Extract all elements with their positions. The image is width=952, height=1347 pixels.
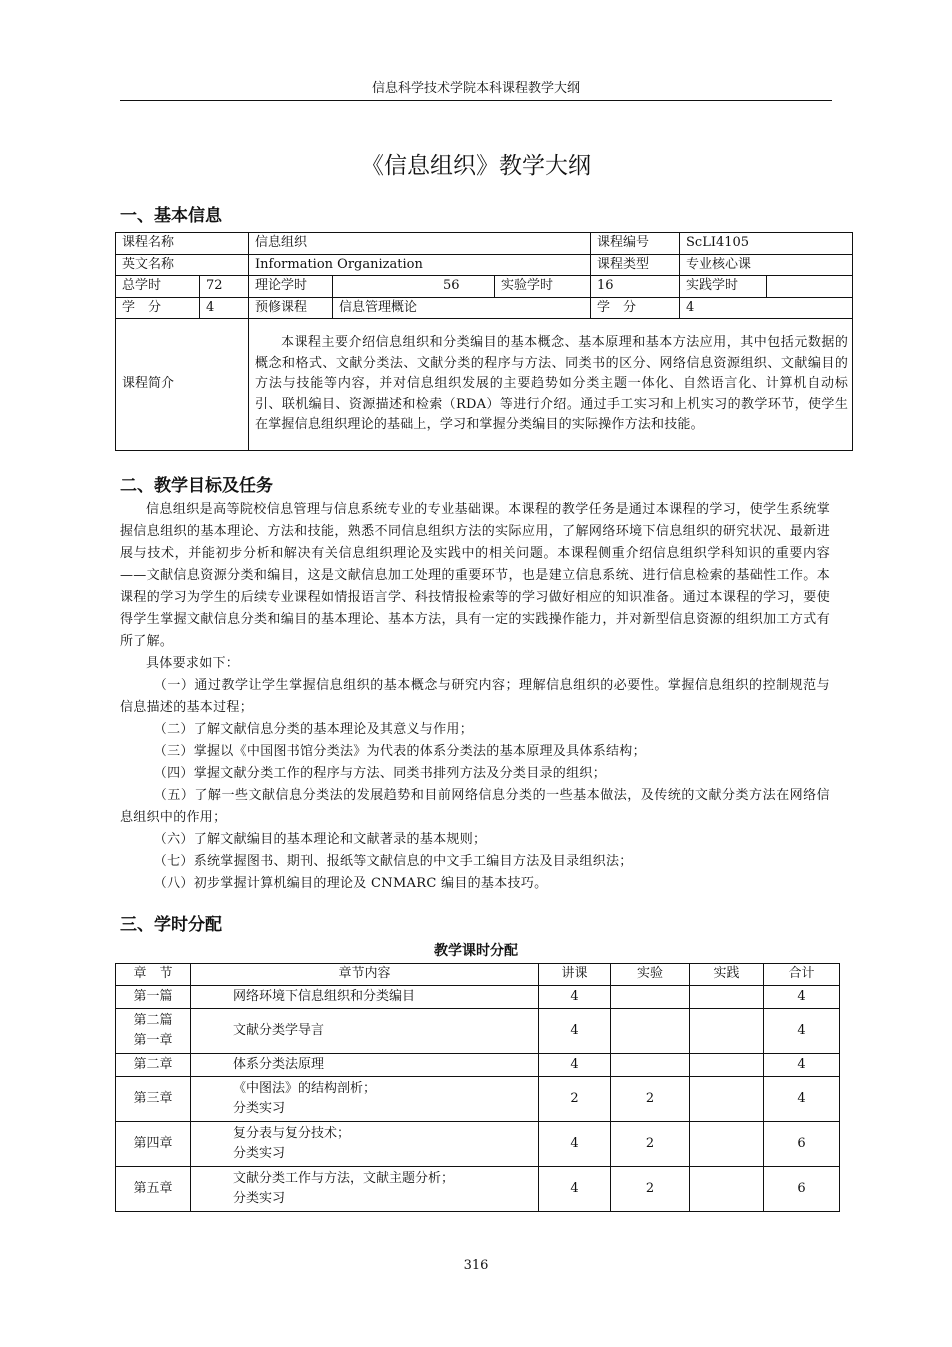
section-heading-hours: 三、学时分配: [120, 915, 222, 935]
course-type-value: 专业核心课: [680, 254, 853, 276]
header-cell: 合计: [764, 964, 840, 986]
lab-cell: [611, 986, 690, 1009]
chapter-cell: 第二章: [116, 1054, 191, 1077]
lecture-cell: 4: [539, 1167, 611, 1212]
total-cell: 4: [764, 986, 840, 1009]
table-row: [116, 1009, 840, 1054]
total-hours-label: 总学时: [116, 276, 200, 298]
document-title: 《信息组织》教学大纲: [361, 153, 591, 179]
table-row: [116, 1122, 840, 1167]
hours-table: [115, 963, 840, 1212]
content-cell: 文献分类学导言: [191, 1009, 539, 1054]
lecture-cell: 4: [539, 986, 611, 1009]
lab-cell: 2: [611, 1122, 690, 1167]
content-cell: 《中图法》的结构剖析； 分类实习: [191, 1077, 539, 1122]
practice-cell: [690, 1054, 764, 1077]
lab-cell: 2: [611, 1167, 690, 1212]
running-header: 信息科学技术学院本科课程教学大纲: [371, 81, 580, 96]
info-row: [116, 297, 853, 319]
lab-cell: 2: [611, 1077, 690, 1122]
requirement-item: （四）掌握文献分类工作的程序与方法、同类书排列方法及分类目录的组织；: [153, 766, 606, 781]
chapter-cell: 第五章: [116, 1167, 191, 1212]
summary-label: 课程简介: [116, 319, 249, 451]
section-heading-objectives: 二、教学目标及任务: [120, 476, 273, 496]
chapter-cell: 第二篇 第一章: [116, 1009, 191, 1054]
table-row: [116, 1167, 840, 1212]
lecture-cell: 4: [539, 1054, 611, 1077]
info-row: [116, 233, 853, 255]
lecture-cell: 4: [539, 1122, 611, 1167]
requirement-item: （二）了解文献信息分类的基本理论及其意义与作用；: [153, 722, 473, 737]
table-row: [116, 1077, 840, 1122]
requirements-lead: 具体要求如下：: [146, 656, 240, 671]
content-cell: 复分表与复分技术； 分类实习: [191, 1122, 539, 1167]
course-type-label: 课程类型: [591, 254, 680, 276]
table-row: [116, 1054, 840, 1077]
requirement-item: （一）通过教学让学生掌握信息组织的基本概念与研究内容；理解信息组织的必要性。掌握信息组织的控制规范与信息描述的基本过程；: [120, 678, 830, 715]
header-cell: 章节内容: [191, 964, 539, 986]
practice-cell: [690, 1009, 764, 1054]
total-cell: 4: [764, 1054, 840, 1077]
english-name-label: 英文名称: [116, 254, 249, 276]
practice-cell: [690, 1167, 764, 1212]
practice-hours-label: 实践学时: [680, 276, 767, 298]
theory-hours-label: 理论学时: [249, 276, 333, 298]
total-cell: 4: [764, 1077, 840, 1122]
lab-hours-value: 16: [591, 276, 680, 298]
summary-text: 本课程主要介绍信息组织和分类编目的基本概念、基本原理和基本方法应用，其中包括元数据的概念和格式、文献分类法、文献分类的程序与方法、同类书的区分、网络信息资源组织、文献编目的方法与技能等内容，并对信息组织发展的主要趋势如分类主题一体化、自然语言化、计算机自动标引、联机编目、资源描述和检索（RDA）等进行介绍。通过手工实习和上机实习的教学环节，使学生在掌握信息组织理论的基础上，学习和掌握分类编目的实际操作方法和技能。: [249, 319, 853, 451]
info-row: [116, 276, 853, 298]
lecture-cell: 4: [539, 1009, 611, 1054]
header-rule: [120, 100, 832, 101]
header-cell: 实验: [611, 964, 690, 986]
requirement-item: （七）系统掌握图书、期刊、报纸等文献信息的中文手工编目方法及目录组织法；: [153, 854, 633, 869]
english-name-value: Information Organization: [249, 254, 591, 276]
section-heading-basic-info: 一、基本信息: [120, 206, 222, 226]
header-cell: 讲课: [539, 964, 611, 986]
header-cell: 章 节: [116, 964, 191, 986]
practice-cell: [690, 1077, 764, 1122]
requirement-item: （八）初步掌握计算机编目的理论及 CNMARC 编目的基本技巧。: [153, 876, 548, 891]
total-cell: 6: [764, 1167, 840, 1212]
hours-table-header: [116, 964, 840, 986]
requirement-item: （五）了解一些文献信息分类法的发展趋势和目前网络信息分类的一些基本做法，及传统的文献分类方法在网络信息组织中的作用；: [120, 788, 830, 825]
course-code-label: 课程编号: [591, 233, 680, 255]
total-cell: 4: [764, 1009, 840, 1054]
total-hours-value: 72: [200, 276, 249, 298]
practice-cell: [690, 1122, 764, 1167]
lab-cell: [611, 1054, 690, 1077]
basic-info-table: [115, 232, 853, 451]
content-cell: 网络环境下信息组织和分类编目: [191, 986, 539, 1009]
content-cell: 体系分类法原理: [191, 1054, 539, 1077]
table-row: [116, 986, 840, 1009]
info-row: [116, 254, 853, 276]
header-cell: 实践: [690, 964, 764, 986]
credit-label-2: 学 分: [591, 297, 680, 319]
lab-cell: [611, 1009, 690, 1054]
requirement-item: （三）掌握以《中国图书馆分类法》为代表的体系分类法的基本原理及具体系结构；: [153, 744, 646, 759]
chapter-cell: 第三章: [116, 1077, 191, 1122]
credit-value-2: 4: [680, 297, 853, 319]
objectives-body: [120, 499, 830, 895]
lecture-cell: 2: [539, 1077, 611, 1122]
page-number: 316: [463, 1258, 489, 1273]
credit-label: 学 分: [116, 297, 200, 319]
content-cell: 文献分类工作与方法，文献主题分析； 分类实习: [191, 1167, 539, 1212]
summary-row: [116, 319, 853, 451]
lab-hours-label: 实验学时: [495, 276, 591, 298]
requirement-item: （六）了解文献编目的基本理论和文献著录的基本规则；: [153, 832, 487, 847]
total-cell: 6: [764, 1122, 840, 1167]
practice-hours-value: [767, 276, 853, 298]
hours-table-caption: 教学课时分配: [434, 943, 518, 959]
course-name-label: 课程名称: [116, 233, 249, 255]
course-name-value: 信息组织: [249, 233, 591, 255]
chapter-cell: 第四章: [116, 1122, 191, 1167]
prereq-label: 预修课程: [249, 297, 333, 319]
practice-cell: [690, 986, 764, 1009]
chapter-cell: 第一篇: [116, 986, 191, 1009]
credit-value: 4: [200, 297, 249, 319]
objectives-intro: 信息组织是高等院校信息管理与信息系统专业的专业基础课。本课程的教学任务是通过本课程的学习，使学生系统掌握信息组织的基本理论、方法和技能，熟悉不同信息组织方法的实际应用，了解网络环境下信息组织的研究状况、最新进展与技术，并能初步分析和解决有关信息组织理论及实践中的相关问题。本课程侧重介绍信息组织学科知识的重要内容——文献信息资源分类和编目，这是文献信息加工处理的重要环节，也是建立信息系统、进行信息检索的基础性工作。本课程的学习为学生的后续专业课程如情报语言学、科技情报检索等的学习做好相应的知识准备。通过本课程的学习，要使得学生掌握文献信息分类和编目的基本理论、基本方法，具有一定的实践操作能力，并对新型信息资源的组织加工方式有所了解。: [120, 502, 830, 649]
theory-hours-value: 56: [333, 276, 495, 298]
prereq-value: 信息管理概论: [333, 297, 591, 319]
course-code-value: ScLI4105: [680, 233, 853, 255]
